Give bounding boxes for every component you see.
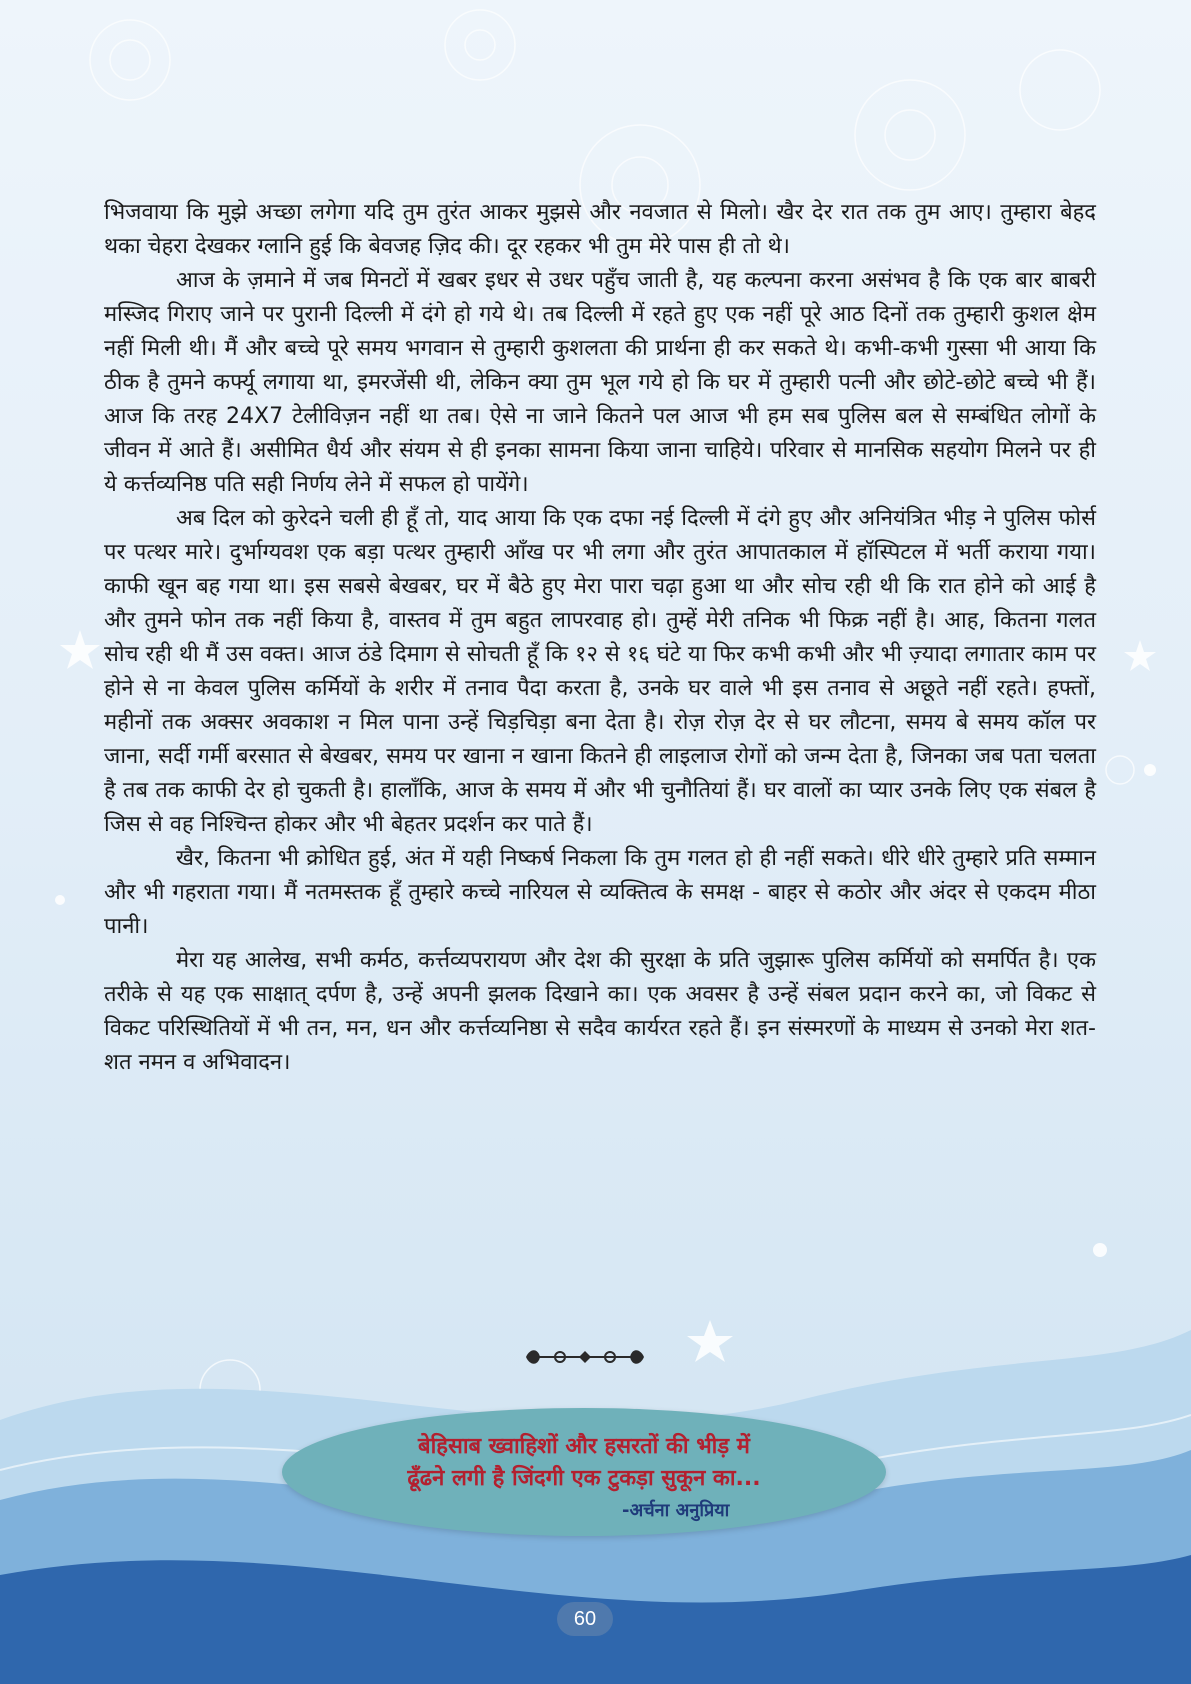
paragraph-5: मेरा यह आलेख, सभी कर्मठ, कर्त्तव्यपरायण और देश की सुरक्षा के प्रति जुझारू पुलिस कर्मियों को समर्पित है। एक तरीके से यह एक साक्षात् दर्पण है, उन्हें अपनी झलक दिखाने का। एक अवसर है उन्हें संबल प्रदान करने का, जो विकट से विकट परिस्थितियों में भी तन, मन, धन और कर्त्तव्यनिष्ठा से सदैव कार्यरत रहते हैं। इन संस्मरणों के माध्यम से उनको मेरा शत-शत नमन व अभिवादन। xyxy=(104,948,1096,1075)
paragraph-3: अब दिल को कुरेदने चली ही हूँ तो, याद आया कि एक दफा नई दिल्ली में दंगे हुए और अनियंत्रित भीड़ ने पुलिस फोर्स पर पत्थर मारे। दुर्भाग्यवश एक बड़ा पत्थर तुम्हारी आँख पर भी लगा और तुरंत आपातकाल में हॉस्पिटल में भर्ती कराया गया। काफी खून बह गया था। इस सबसे बेखबर, घर में बैठे हुए मेरा पारा चढ़ा हुआ था और सोच रही थी कि रात होने को आई है और तुमने फोन तक नहीं किया है, वास्तव में तुम बहुत लापरवाह हो। तुम्हें मेरी तनिक भी फिक्र नहीं है। आह, कितना गलत सोच रही थी मैं उस वक्त। आज ठंडे दिमाग से सोचती हूँ कि १२ से १६ घंटे या फिर कभी कभी और भी ज़्यादा लगातार काम पर होने से ना केवल पुलिस कर्मियों के शरीर में तनाव पैदा करता है, उनके घर वाले भी इस तनाव से अछूते नहीं रहते। हफ्तों, महीनों तक अक्सर अवकाश न मिल पाना उन्हें चिड़चिड़ा बना देता है। रोज़ रोज़ देर से घर लौटना, समय बे समय कॉल पर जाना, सर्दी गर्मी बरसात से बेखबर, समय पर खाना न खाना कितने ही लाइलाज रोगों को जन्म देता है, जिनका जब पता चलता है तब तक काफी देर हो चुकती है। हालाँकि, आज के समय में और भी चुनौतियां हैं। घर वालों का प्यार उनके लिए एक संबल है जिस से वह निश्चिन्त होकर और भी बेहतर प्रदर्शन कर पाते हैं। xyxy=(104,506,1096,837)
quote-author: -अर्चना अनुप्रिया xyxy=(622,1500,730,1521)
page-number-badge: 60 xyxy=(557,1602,613,1636)
quote-line-2: ढूँढने लगी है जिंदगी एक टुकड़ा सुकून का... xyxy=(407,1466,761,1491)
divider-ornament-icon xyxy=(520,1340,650,1374)
article-body xyxy=(104,196,1096,1080)
quote-bubble xyxy=(282,1408,886,1536)
paragraph-2: आज के ज़माने में जब मिनटों में खबर इधर से उधर पहुँच जाती है, यह कल्पना करना असंभव है कि एक बार बाबरी मस्जिद गिराए जाने पर पुरानी दिल्ली में दंगे हो गये थे। तब दिल्ली में रहते हुए एक नहीं पूरे आठ दिनों तक तुम्हारी कुशल क्षेम नहीं मिली थी। मैं और बच्चे पूरे समय भगवान से तुम्हारी कुशलता की प्रार्थना ही कर सकते थे। कभी-कभी गुस्सा भी आया कि ठीक है तुमने कर्फ्यू लगाया था, इमरजेंसी थी, लेकिन क्या तुम भूल गये हो कि घर में तुम्हारी पत्नी और छोटे-छोटे बच्चे भी हैं। आज कि तरह 24X7 टेलीविज़न नहीं था तब। ऐसे ना जाने कितने पल आज भी हम सब पुलिस बल से सम्बंधित लोगों के जीवन में आते हैं। असीमित धैर्य और संयम से ही इनका सामना किया जाना चाहिये। परिवार से मानसिक सहयोग मिलने पर ही ये कर्त्तव्यनिष्ठ पति सही निर्णय लेने में सफल हो पायेंगे। xyxy=(104,268,1096,497)
quote-line-1: बेहिसाब ख्वाहिशों और हसरतों की भीड़ में xyxy=(418,1434,750,1459)
paragraph-4: खैर, कितना भी क्रोधित हुई, अंत में यही निष्कर्ष निकला कि तुम गलत हो ही नहीं सकते। धीरे धीरे तुम्हारे प्रति सम्मान और भी गहराता गया। मैं नतमस्तक हूँ तुम्हारे कच्चे नारियल से व्यक्तित्व के समक्ष - बाहर से कठोर और अंदर से एकदम मीठा पानी। xyxy=(104,846,1096,939)
paragraph-1: भिजवाया कि मुझे अच्छा लगेगा यदि तुम तुरंत आकर मुझसे और नवजात से मिलो। खैर देर रात तक तुम आए। तुम्हारा बेहद थका चेहरा देखकर ग्लानि हुई कि बेवजह ज़िद की। दूर रहकर भी तुम मेरे पास ही तो थे। xyxy=(104,200,1096,259)
